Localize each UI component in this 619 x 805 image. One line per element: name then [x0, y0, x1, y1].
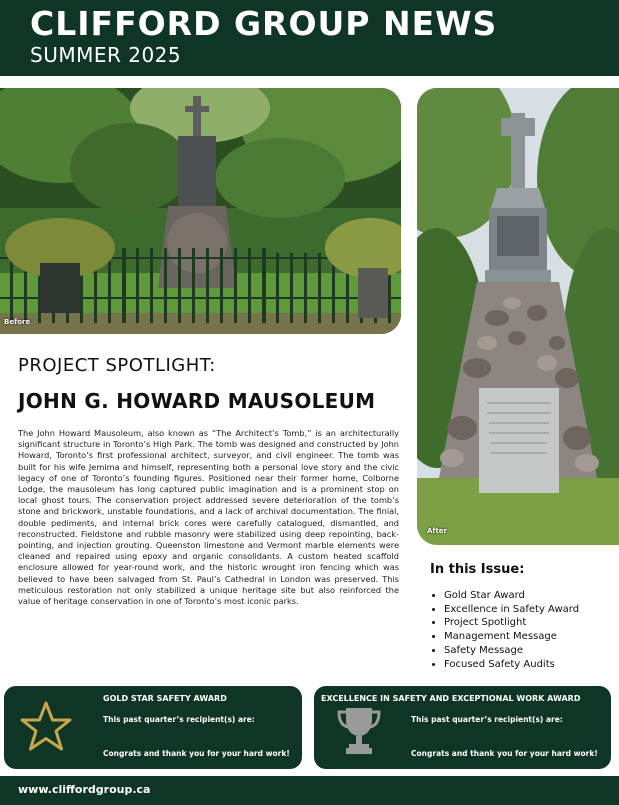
excellence-award-thanks: Congrats and thank you for your hard work!	[411, 749, 598, 758]
footer	[0, 776, 619, 805]
gold-award-thanks: Congrats and thank you for your hard work!	[103, 749, 290, 758]
before-photo-image	[0, 88, 401, 334]
gold-star-award-panel	[4, 686, 302, 769]
before-caption: Before	[4, 318, 31, 326]
in-this-issue	[430, 562, 619, 671]
gold-award-title: GOLD STAR SAFETY AWARD	[103, 694, 227, 703]
list-item: • Project Spotlight	[444, 616, 619, 630]
excellence-award-title: EXCELLENCE IN SAFETY AND EXCEPTIONAL WORK AWARD	[321, 694, 581, 703]
gold-award-recipients-label: This past quarter’s recipient(s) are:	[103, 715, 255, 724]
article-body: The John Howard Mausoleum, also known as “The Architect’s Tomb,” is an architecturally significant structure in Toronto’s High Park. The tomb was designed and constructed by John Howard, Toronto’s first professional architect, surveyor, and civil engineer. The tomb was built for his wife Jemima and himself, representing both a personal love story and the civic legacy of one of Toronto’s founding figures. Positioned near their former home, Colborne Lodge, the mausoleum has long captured public imagination and is a prominent stop on local ghost tours. The conservation project addressed severe deterioration of the tomb’s stone and brickwork, unstable foundations, and a lack of archival documentation. The finial, double pediments, and internal brick cores were carefully catalogued, dismantled, and reconstructed. Fieldstone and rubble masonry were stabilized using deep repointing, back-pointing, and injection grouting. Queenston limestone and Vermont marble elements were cleaned and repaired using epoxy and organic consolidants. A custom heated scaffold enclosure allowed for year-round work, and the historic wrought iron fencing which was believed to have been salvaged from St. Paul’s Cathedral in London was preserved. This meticulous restoration not only stabilized a unique heritage site but also reinforced the value of heritage conservation in one of Toronto’s most iconic parks.	[18, 428, 399, 607]
website-link[interactable]: www.cliffordgroup.ca	[18, 783, 151, 796]
trophy-icon	[336, 706, 382, 760]
in-this-issue-title: In this Issue:	[430, 562, 525, 577]
list-item: • Gold Star Award	[444, 589, 619, 603]
list-item: • Management Message	[444, 630, 619, 644]
list-item: • Excellence in Safety Award	[444, 603, 619, 617]
newsletter-title: CLIFFORD GROUP NEWS	[30, 4, 498, 43]
masthead	[0, 0, 619, 76]
in-this-issue-list	[430, 589, 619, 671]
issue-date: SUMMER 2025	[30, 43, 182, 67]
section-label: PROJECT SPOTLIGHT:	[18, 355, 216, 376]
before-photo	[0, 88, 401, 334]
list-item: • Safety Message	[444, 644, 619, 658]
after-photo	[417, 88, 619, 545]
excellence-award-recipients-label: This past quarter’s recipient(s) are:	[411, 715, 563, 724]
excellence-award-panel	[314, 686, 611, 769]
star-icon	[18, 700, 74, 760]
list-item: • Focused Safety Audits	[444, 658, 619, 672]
after-caption: After	[427, 527, 448, 535]
after-photo-image	[417, 88, 619, 545]
article-title: JOHN G. HOWARD MAUSOLEUM	[18, 389, 376, 413]
